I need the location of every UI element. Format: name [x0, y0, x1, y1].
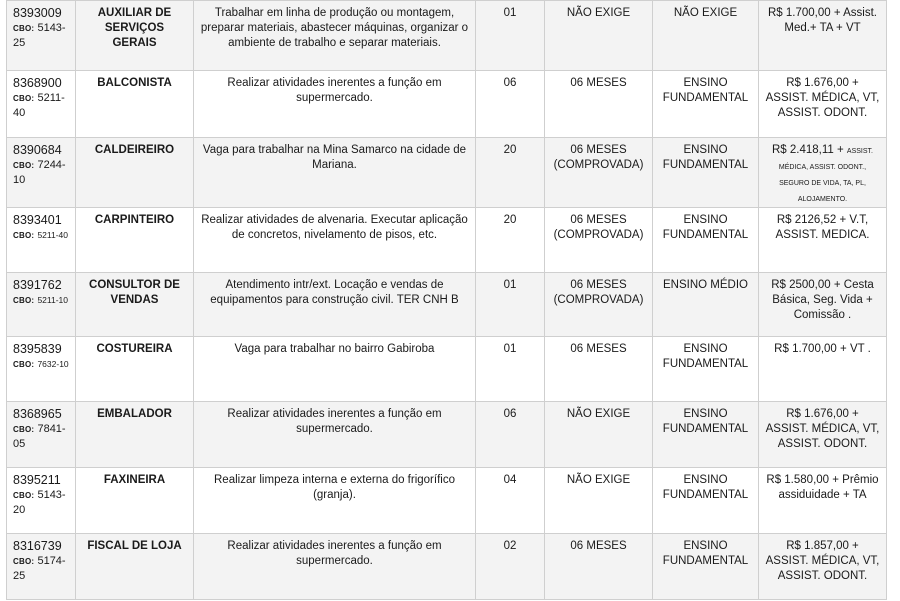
table-row	[7, 273, 887, 337]
cbo-label: CBO:	[13, 161, 35, 170]
cbo-code: 5143-20	[13, 489, 66, 516]
job-code: 8393401	[13, 213, 62, 227]
cbo-label: CBO:	[13, 491, 35, 500]
job-code: 8393009	[13, 6, 62, 20]
vacancy-count: 04	[476, 468, 545, 534]
job-title: CARPINTEIRO	[76, 208, 194, 273]
vacancy-count: 06	[476, 71, 545, 138]
salary: R$ 2500,00 + Cesta Básica, Seg. Vida + Comissão .	[771, 279, 874, 321]
job-description: Atendimento intr/ext. Locação e vendas de equipamentos para construção civil. TER CNH B	[194, 273, 476, 337]
job-title: CONSULTOR DE VENDAS	[76, 273, 194, 337]
salary: R$ 1.700,00 + Assist. Med.+ TA + VT	[768, 7, 877, 34]
education-required: ENSINO FUNDAMENTAL	[653, 138, 759, 208]
salary: R$ 1.857,00 + ASSIST. MÉDICA, VT, ASSIST. ODONT.	[765, 540, 880, 582]
cbo-code: 5211-40	[13, 92, 65, 119]
salary-cell	[759, 1, 887, 71]
job-title: BALCONISTA	[76, 71, 194, 138]
table-row	[7, 534, 887, 600]
salary: R$ 1.676,00 + ASSIST. MÉDICA, VT, ASSIST. ODONT.	[765, 408, 880, 450]
job-code: 8391762	[13, 278, 62, 292]
education-required: ENSINO MÉDIO	[653, 273, 759, 337]
experience-required: 06 MESES (COMPROVADA)	[545, 138, 653, 208]
salary-cell	[759, 468, 887, 534]
education-required: ENSINO FUNDAMENTAL	[653, 402, 759, 468]
job-code: 8390684	[13, 143, 62, 157]
job-description: Realizar atividades inerentes a função em supermercado.	[194, 534, 476, 600]
cbo-code: 5174-25	[13, 555, 66, 582]
job-code-cell	[7, 1, 76, 71]
experience-required: 06 MESES (COMPROVADA)	[545, 273, 653, 337]
job-title: FAXINEIRA	[76, 468, 194, 534]
experience-required: 06 MESES	[545, 534, 653, 600]
salary-cell	[759, 337, 887, 402]
education-required: ENSINO FUNDAMENTAL	[653, 534, 759, 600]
cbo-label: CBO:	[13, 296, 35, 305]
salary-cell	[759, 71, 887, 138]
cbo-code: 7841-05	[13, 423, 66, 450]
experience-required: NÃO EXIGE	[545, 468, 653, 534]
vacancy-count: 01	[476, 1, 545, 71]
job-code-cell	[7, 71, 76, 138]
vacancy-count: 01	[476, 273, 545, 337]
experience-required: NÃO EXIGE	[545, 1, 653, 71]
job-description: Trabalhar em linha de produção ou montagem, preparar materiais, abastecer máquinas, organizar o ambiente de trabalho e separar materiais.	[194, 1, 476, 71]
job-title: EMBALADOR	[76, 402, 194, 468]
job-code-cell	[7, 337, 76, 402]
job-description: Realizar limpeza interna e externa do frigorífico (granja).	[194, 468, 476, 534]
vacancy-count: 06	[476, 402, 545, 468]
cbo-label: CBO:	[13, 360, 35, 369]
table-row	[7, 138, 887, 208]
salary-benefits: ASSIST. MÉDICA, ASSIST. ODONT., SEGURO DE VIDA, TA, PL, ALOJAMENTO.	[778, 148, 873, 203]
job-code: 8368965	[13, 407, 62, 421]
job-code-cell	[7, 402, 76, 468]
experience-required: 06 MESES (COMPROVADA)	[545, 208, 653, 273]
education-required: ENSINO FUNDAMENTAL	[653, 71, 759, 138]
experience-required: NÃO EXIGE	[545, 402, 653, 468]
job-code: 8395211	[13, 473, 61, 487]
salary: R$ 2126,52 + V.T, ASSIST. MEDICA.	[775, 214, 870, 241]
table-row	[7, 337, 887, 402]
job-listings-table	[6, 0, 887, 600]
job-title: COSTUREIRA	[76, 337, 194, 402]
job-description: Realizar atividades inerentes a função em supermercado.	[194, 71, 476, 138]
cbo-code: 7244-10	[13, 159, 66, 186]
cbo-label: CBO:	[13, 557, 35, 566]
cbo-label: CBO:	[13, 425, 35, 434]
table-row	[7, 468, 887, 534]
salary-cell	[759, 402, 887, 468]
job-title: CALDEIREIRO	[76, 138, 194, 208]
vacancy-count: 02	[476, 534, 545, 600]
job-code: 8316739	[13, 539, 62, 553]
job-code-cell	[7, 273, 76, 337]
cbo-code: 5211-10	[37, 295, 69, 305]
vacancy-count: 01	[476, 337, 545, 402]
job-code-cell	[7, 468, 76, 534]
job-description: Vaga para trabalhar na Mina Samarco na cidade de Mariana.	[194, 138, 476, 208]
vacancy-count: 20	[476, 138, 545, 208]
salary-cell	[759, 534, 887, 600]
cbo-code: 5143-25	[13, 22, 66, 49]
job-description: Realizar atividades de alvenaria. Executar aplicação de concretos, nivelamento de pisos, etc.	[194, 208, 476, 273]
table-row	[7, 208, 887, 273]
job-code: 8368900	[13, 76, 62, 90]
cbo-code: 5211-40	[37, 230, 69, 240]
salary-cell	[759, 208, 887, 273]
cbo-label: CBO:	[13, 24, 35, 33]
job-title: FISCAL DE LOJA	[76, 534, 194, 600]
cbo-code: 7632-10	[37, 359, 69, 369]
salary-cell	[759, 273, 887, 337]
education-required: ENSINO FUNDAMENTAL	[653, 337, 759, 402]
experience-required: 06 MESES	[545, 337, 653, 402]
table-row	[7, 1, 887, 71]
job-code-cell	[7, 138, 76, 208]
job-code: 8395839	[13, 342, 62, 356]
education-required: NÃO EXIGE	[653, 1, 759, 71]
salary-cell	[759, 138, 887, 208]
job-description: Realizar atividades inerentes a função em supermercado.	[194, 402, 476, 468]
experience-required: 06 MESES	[545, 71, 653, 138]
cbo-label: CBO:	[13, 231, 35, 240]
job-code-cell	[7, 534, 76, 600]
job-description: Vaga para trabalhar no bairro Gabiroba	[194, 337, 476, 402]
table-row	[7, 71, 887, 138]
education-required: ENSINO FUNDAMENTAL	[653, 208, 759, 273]
job-title: AUXILIAR DE SERVIÇOS GERAIS	[76, 1, 194, 71]
salary: R$ 1.580,00 + Prêmio assiduidade + TA	[766, 474, 879, 501]
table-row	[7, 402, 887, 468]
salary: R$ 2.418,11 +	[772, 144, 847, 156]
salary: R$ 1.700,00 + VT .	[774, 343, 871, 355]
job-code-cell	[7, 208, 76, 273]
education-required: ENSINO FUNDAMENTAL	[653, 468, 759, 534]
cbo-label: CBO:	[13, 94, 35, 103]
salary: R$ 1.676,00 + ASSIST. MÉDICA, VT, ASSIST. ODONT.	[765, 77, 880, 119]
vacancy-count: 20	[476, 208, 545, 273]
